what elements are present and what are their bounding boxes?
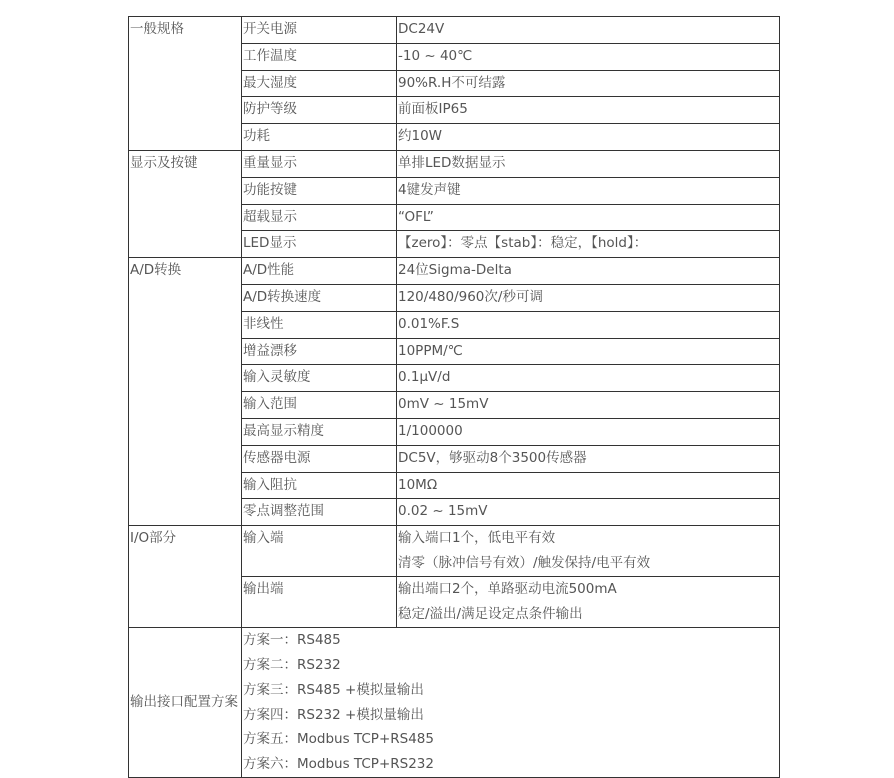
spec-value: 24位Sigma-Delta bbox=[397, 258, 780, 285]
group-label: I/O部分 bbox=[129, 526, 242, 628]
spec-name: 功耗 bbox=[242, 124, 397, 151]
table-row bbox=[129, 150, 780, 177]
spec-name: 输入端 bbox=[242, 526, 397, 577]
spec-value-line: 输入端口1个，低电平有效 bbox=[398, 530, 556, 547]
spec-value: 120/480/960次/秒可调 bbox=[397, 284, 780, 311]
spec-value: 0.01%F.S bbox=[397, 311, 780, 338]
spec-name: 最高显示精度 bbox=[242, 418, 397, 445]
group-label: A/D转换 bbox=[129, 258, 242, 526]
spec-name: 工作温度 bbox=[242, 43, 397, 70]
spec-value: 约10W bbox=[397, 124, 780, 151]
spec-name: 输入灵敏度 bbox=[242, 365, 397, 392]
option-item: 方案二：RS232 bbox=[243, 656, 341, 673]
spec-name: LED显示 bbox=[242, 231, 397, 258]
option-item: 方案六：Modbus TCP+RS232 bbox=[243, 756, 434, 773]
spec-value bbox=[397, 526, 780, 577]
spec-value: 4键发声键 bbox=[397, 177, 780, 204]
spec-name: 输入阻抗 bbox=[242, 472, 397, 499]
spec-name: 功能按键 bbox=[242, 177, 397, 204]
spec-value: 0.02 ~ 15mV bbox=[397, 499, 780, 526]
spec-name: 增益漂移 bbox=[242, 338, 397, 365]
spec-table bbox=[128, 16, 780, 778]
option-item: 方案五：Modbus TCP+RS485 bbox=[243, 731, 434, 748]
spec-name: 输入范围 bbox=[242, 392, 397, 419]
spec-name: 输出端 bbox=[242, 577, 397, 628]
spec-value: 0.1μV/d bbox=[397, 365, 780, 392]
spec-name: 最大湿度 bbox=[242, 70, 397, 97]
spec-name: 防护等级 bbox=[242, 97, 397, 124]
option-item: 方案四：RS232 +模拟量输出 bbox=[243, 706, 424, 723]
spec-name: 开关电源 bbox=[242, 17, 397, 44]
spec-value: 10PPM/℃ bbox=[397, 338, 780, 365]
spec-name: 非线性 bbox=[242, 311, 397, 338]
table-row bbox=[129, 628, 780, 778]
spec-value-line: 清零（脉冲信号有效）/触发保持/电平有效 bbox=[398, 555, 651, 572]
group-label: 一般规格 bbox=[129, 17, 242, 151]
spec-value: -10 ~ 40℃ bbox=[397, 43, 780, 70]
spec-value: 【zero】：零点【stab】：稳定，【hold】： bbox=[397, 231, 780, 258]
spec-value: 10MΩ bbox=[397, 472, 780, 499]
spec-name: 传感器电源 bbox=[242, 445, 397, 472]
option-item: 方案一：RS485 bbox=[243, 632, 341, 649]
spec-value: 90%R.H不可结露 bbox=[397, 70, 780, 97]
group-label: 输出接口配置方案 bbox=[129, 628, 242, 778]
spec-value-line: 输出端口2个，单路驱动电流500mA bbox=[398, 581, 617, 598]
spec-value: “OFL” bbox=[397, 204, 780, 231]
spec-value-line: 稳定/溢出/满足设定点条件输出 bbox=[398, 606, 583, 623]
option-item: 方案三：RS485 +模拟量输出 bbox=[243, 681, 424, 698]
table-row bbox=[129, 258, 780, 285]
spec-value: 0mV ~ 15mV bbox=[397, 392, 780, 419]
spec-value bbox=[397, 577, 780, 628]
spec-name: A/D转换速度 bbox=[242, 284, 397, 311]
spec-value: DC24V bbox=[397, 17, 780, 44]
spec-name: A/D性能 bbox=[242, 258, 397, 285]
option-list bbox=[242, 628, 780, 778]
spec-value: 1/100000 bbox=[397, 418, 780, 445]
spec-value: 前面板IP65 bbox=[397, 97, 780, 124]
spec-name: 零点调整范围 bbox=[242, 499, 397, 526]
spec-name: 重量显示 bbox=[242, 150, 397, 177]
spec-value: 单排LED数据显示 bbox=[397, 150, 780, 177]
table-row bbox=[129, 526, 780, 577]
group-label: 显示及按键 bbox=[129, 150, 242, 257]
spec-value: DC5V，够驱动8个3500传感器 bbox=[397, 445, 780, 472]
table-row bbox=[129, 17, 780, 44]
spec-name: 超载显示 bbox=[242, 204, 397, 231]
